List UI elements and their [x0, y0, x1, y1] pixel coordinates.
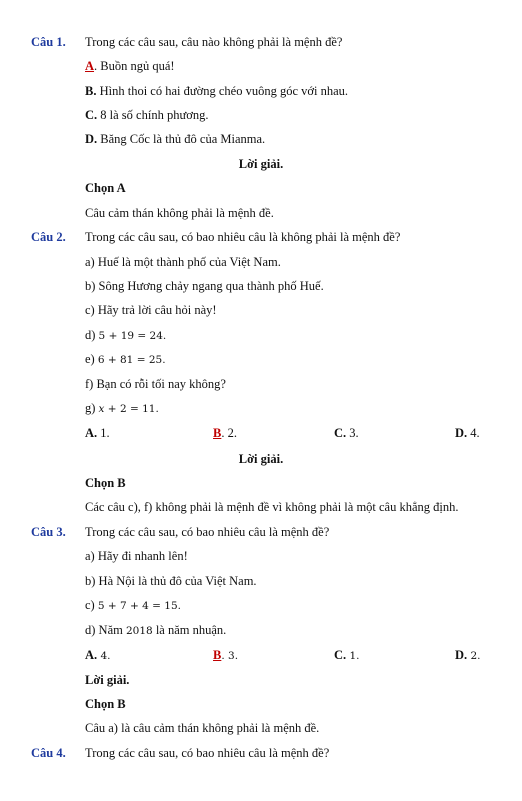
- q3-option-a-letter: A.: [85, 648, 98, 662]
- q3-number: Câu 3.: [31, 525, 66, 539]
- q1-option-d-text: Băng Cốc là thủ đô của Mianma.: [97, 132, 266, 146]
- q2-option-a-text: 1.: [97, 426, 110, 440]
- q1-question: Trong các câu sau, câu nào không phải là mệnh đề?: [85, 35, 343, 49]
- q3-option-b: [213, 647, 238, 664]
- q3-option-d-letter: D.: [455, 648, 468, 662]
- q3-item-a: a) Hãy đi nhanh lên!: [85, 549, 188, 563]
- q2-item-g-math: + 2 = 11.: [104, 403, 159, 415]
- q4-number: Câu 4.: [31, 746, 66, 760]
- q1-option-c: [85, 107, 208, 123]
- q3-option-a: [85, 647, 111, 664]
- q1-option-d-letter: D.: [85, 132, 98, 146]
- q1-choice: Chọn A: [85, 181, 126, 195]
- q3-option-c: [334, 647, 360, 664]
- q1-option-a-text: . Buồn ngủ quá!: [94, 59, 175, 73]
- q4-question: Trong các câu sau, có bao nhiêu câu là mệnh đề?: [85, 746, 330, 760]
- q3-option-a-text: 4.: [97, 650, 111, 662]
- q2-item-d-label: d): [85, 328, 96, 342]
- q2-option-d-text: 4.: [467, 426, 480, 440]
- q3-question: Trong các câu sau, có bao nhiêu câu là mệnh đề?: [85, 525, 330, 539]
- q1-option-d: [85, 131, 265, 147]
- q3-item-d: [85, 622, 226, 639]
- q2-option-c-letter: C.: [334, 426, 347, 440]
- q1-explanation: Câu cảm thán không phải là mệnh đề.: [85, 206, 274, 220]
- q2-item-e: [85, 351, 166, 368]
- q1-solution-title: Lời giải.: [238, 157, 284, 171]
- q3-item-d-year: 2018: [125, 625, 153, 637]
- q2-item-e-label: e): [85, 352, 95, 366]
- q2-choice: Chọn B: [85, 476, 126, 490]
- q3-explanation: Câu a) là câu cảm thán không phải là mệnh đề.: [85, 721, 320, 735]
- q3-item-c-math: 5 + 7 + 4 = 15.: [97, 600, 182, 612]
- q3-option-c-text: 1.: [346, 650, 360, 662]
- q1-option-a-letter: A: [85, 59, 95, 73]
- q2-solution-title: Lời giải.: [238, 452, 284, 466]
- q3-item-d-pre: d) Năm: [85, 623, 126, 637]
- q2-item-d-math: 5 + 19 = 24.: [98, 330, 167, 342]
- q3-item-c: [85, 597, 181, 614]
- q2-option-b: [213, 425, 237, 441]
- q3-solution-title: Lời giải.: [85, 673, 130, 687]
- q2-explanation: Các câu c), f) không phải là mệnh đề vì không phải là một câu khẳng định.: [85, 500, 459, 514]
- q2-item-d: [85, 327, 166, 344]
- q2-option-c: [334, 425, 359, 441]
- q3-option-b-text: . 3.: [221, 650, 239, 662]
- q1-option-b: [85, 83, 348, 99]
- q2-item-b: b) Sông Hương chảy ngang qua thành phố Huế.: [85, 279, 324, 293]
- q1-option-b-letter: B.: [85, 84, 97, 98]
- q2-option-b-text: . 2.: [221, 426, 237, 440]
- q1-option-c-text: 8 là số chính phương.: [97, 108, 209, 122]
- q1-option-b-text: Hình thoi có hai đường chéo vuông góc với nhau.: [96, 84, 349, 98]
- q2-number: Câu 2.: [31, 230, 66, 244]
- q3-choice: Chọn B: [85, 697, 126, 711]
- q3-option-c-letter: C.: [334, 648, 347, 662]
- q2-option-b-letter: B: [213, 426, 222, 440]
- q3-option-b-letter: B: [213, 648, 222, 662]
- q2-question: Trong các câu sau, có bao nhiêu câu là không phải là mệnh đề?: [85, 230, 401, 244]
- q2-option-c-text: 3.: [346, 426, 359, 440]
- q2-option-a: [85, 425, 110, 441]
- q2-item-f: f) Bạn có rỗi tối nay không?: [85, 377, 226, 391]
- q2-item-g: [85, 400, 159, 417]
- q1-option-a: [85, 58, 175, 74]
- q2-option-d-letter: D.: [455, 426, 468, 440]
- q3-item-d-post: là năm nhuận.: [152, 623, 227, 637]
- q2-option-a-letter: A.: [85, 426, 98, 440]
- q2-item-g-var: x: [98, 403, 105, 415]
- q1-option-c-letter: C.: [85, 108, 98, 122]
- q2-item-c: c) Hãy trả lời câu hỏi này!: [85, 303, 217, 317]
- q2-option-d: [455, 425, 480, 441]
- q3-option-d: [455, 647, 481, 664]
- q3-option-d-text: 2.: [467, 650, 481, 662]
- q2-item-e-math: 6 + 81 = 25.: [97, 354, 166, 366]
- q3-item-c-label: c): [85, 598, 95, 612]
- q2-item-g-label: g): [85, 401, 96, 415]
- q3-item-b: b) Hà Nội là thủ đô của Việt Nam.: [85, 574, 257, 588]
- q1-number: Câu 1.: [31, 35, 66, 49]
- q2-item-a: a) Huế là một thành phố của Việt Nam.: [85, 255, 281, 269]
